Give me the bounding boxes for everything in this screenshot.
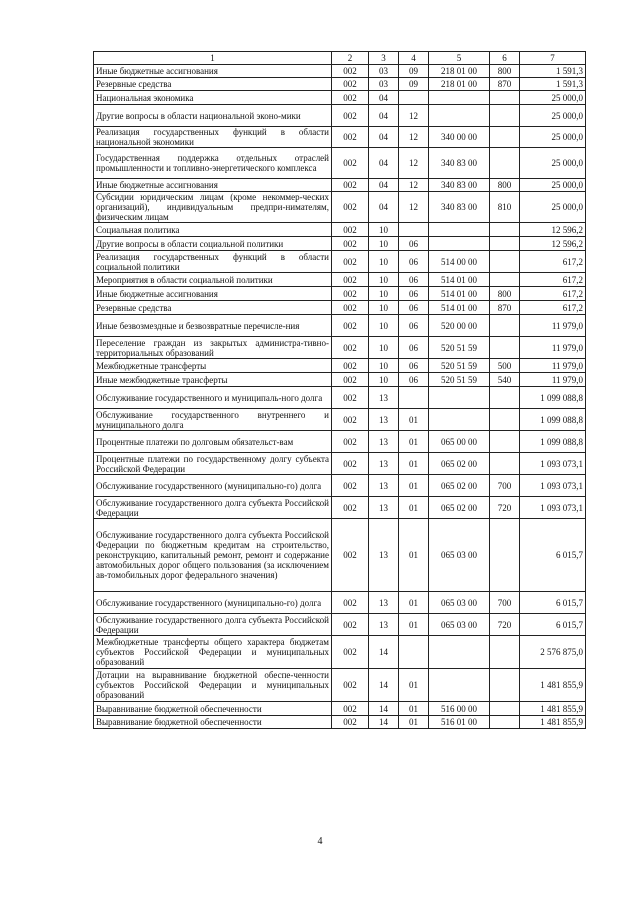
cell-admin-code: 002 bbox=[332, 148, 369, 179]
cell-amount: 25 000,0 bbox=[520, 192, 586, 223]
cell-admin-code: 002 bbox=[332, 315, 369, 337]
cell-amount: 617,2 bbox=[520, 301, 586, 315]
cell-target-article: 340 83 00 bbox=[429, 148, 490, 179]
cell-amount: 617,2 bbox=[520, 251, 586, 273]
cell-amount: 1 093 073,1 bbox=[520, 475, 586, 497]
cell-name: Государственная поддержка отдельных отраслей промышленности и топливно-энергетического комплекса bbox=[94, 148, 332, 179]
cell-subsection: 01 bbox=[399, 702, 429, 716]
cell-amount: 11 979,0 bbox=[520, 315, 586, 337]
cell-expense-type bbox=[490, 636, 520, 669]
cell-amount: 617,2 bbox=[520, 273, 586, 287]
cell-expense-type bbox=[490, 519, 520, 592]
table-row bbox=[94, 287, 586, 301]
cell-expense-type bbox=[490, 337, 520, 359]
cell-section: 13 bbox=[369, 614, 399, 636]
table-header-row bbox=[94, 52, 586, 65]
cell-expense-type: 800 bbox=[490, 287, 520, 301]
cell-section: 10 bbox=[369, 273, 399, 287]
cell-subsection: 01 bbox=[399, 475, 429, 497]
cell-target-article bbox=[429, 636, 490, 669]
header-col-2: 2 bbox=[332, 52, 369, 65]
cell-target-article: 514 00 00 bbox=[429, 251, 490, 273]
table-row bbox=[94, 192, 586, 223]
cell-expense-type bbox=[490, 148, 520, 179]
cell-name: Резервные средства bbox=[94, 78, 332, 91]
cell-name: Обслуживание государственного долга субъекта Российской Федерации bbox=[94, 497, 332, 519]
cell-section: 10 bbox=[369, 251, 399, 273]
cell-target-article: 065 02 00 bbox=[429, 497, 490, 519]
cell-subsection: 12 bbox=[399, 127, 429, 148]
cell-section: 10 bbox=[369, 359, 399, 373]
cell-expense-type bbox=[490, 223, 520, 237]
cell-expense-type bbox=[490, 431, 520, 453]
cell-name: Реализация государственных функций в области социальной политики bbox=[94, 251, 332, 273]
cell-section: 13 bbox=[369, 475, 399, 497]
cell-subsection bbox=[399, 91, 429, 105]
table-row bbox=[94, 315, 586, 337]
cell-admin-code: 002 bbox=[332, 592, 369, 614]
table-row bbox=[94, 359, 586, 373]
table-row bbox=[94, 475, 586, 497]
cell-amount: 1 099 088,8 bbox=[520, 387, 586, 409]
cell-amount: 1 481 855,9 bbox=[520, 669, 586, 702]
table-row bbox=[94, 105, 586, 127]
cell-expense-type bbox=[490, 702, 520, 716]
cell-expense-type: 700 bbox=[490, 592, 520, 614]
table-row bbox=[94, 148, 586, 179]
cell-amount: 1 591,3 bbox=[520, 65, 586, 78]
cell-section: 04 bbox=[369, 91, 399, 105]
cell-name: Обслуживание государственного внутреннего и муниципального долга bbox=[94, 409, 332, 431]
table-row bbox=[94, 273, 586, 287]
cell-admin-code: 002 bbox=[332, 669, 369, 702]
cell-section: 14 bbox=[369, 636, 399, 669]
cell-name: Иные межбюджетные трансферты bbox=[94, 373, 332, 387]
cell-section: 04 bbox=[369, 148, 399, 179]
table-body bbox=[94, 65, 586, 729]
table-row bbox=[94, 373, 586, 387]
cell-target-article: 218 01 00 bbox=[429, 78, 490, 91]
cell-subsection: 09 bbox=[399, 78, 429, 91]
cell-subsection: 01 bbox=[399, 669, 429, 702]
cell-target-article: 065 03 00 bbox=[429, 614, 490, 636]
cell-amount: 6 015,7 bbox=[520, 592, 586, 614]
cell-admin-code: 002 bbox=[332, 251, 369, 273]
cell-section: 13 bbox=[369, 387, 399, 409]
table-row bbox=[94, 127, 586, 148]
cell-subsection: 01 bbox=[399, 409, 429, 431]
cell-name: Резервные средства bbox=[94, 301, 332, 315]
cell-admin-code: 002 bbox=[332, 716, 369, 729]
cell-target-article: 516 01 00 bbox=[429, 716, 490, 729]
cell-amount: 1 093 073,1 bbox=[520, 497, 586, 519]
cell-admin-code: 002 bbox=[332, 273, 369, 287]
cell-subsection: 12 bbox=[399, 192, 429, 223]
cell-admin-code: 002 bbox=[332, 91, 369, 105]
page-number: 4 bbox=[317, 836, 323, 847]
cell-name: Иные бюджетные ассигнования bbox=[94, 65, 332, 78]
cell-target-article bbox=[429, 91, 490, 105]
table-row bbox=[94, 431, 586, 453]
cell-subsection: 01 bbox=[399, 519, 429, 592]
cell-admin-code: 002 bbox=[332, 192, 369, 223]
table-row bbox=[94, 453, 586, 475]
cell-subsection: 06 bbox=[399, 359, 429, 373]
cell-expense-type: 800 bbox=[490, 179, 520, 192]
cell-section: 13 bbox=[369, 431, 399, 453]
table-row bbox=[94, 179, 586, 192]
cell-section: 13 bbox=[369, 453, 399, 475]
cell-name: Другие вопросы в области социальной политики bbox=[94, 237, 332, 251]
cell-expense-type bbox=[490, 409, 520, 431]
cell-amount: 1 481 855,9 bbox=[520, 702, 586, 716]
cell-admin-code: 002 bbox=[332, 179, 369, 192]
cell-expense-type: 700 bbox=[490, 475, 520, 497]
cell-name: Переселение граждан из закрытых администра-тивно-территориальных образований bbox=[94, 337, 332, 359]
cell-amount: 6 015,7 bbox=[520, 614, 586, 636]
cell-section: 13 bbox=[369, 592, 399, 614]
header-col-5: 5 bbox=[429, 52, 490, 65]
cell-subsection: 01 bbox=[399, 614, 429, 636]
cell-section: 10 bbox=[369, 315, 399, 337]
table-row bbox=[94, 337, 586, 359]
cell-subsection: 06 bbox=[399, 237, 429, 251]
cell-name: Социальная политика bbox=[94, 223, 332, 237]
cell-name: Выравнивание бюджетной обеспеченности bbox=[94, 702, 332, 716]
cell-section: 03 bbox=[369, 78, 399, 91]
cell-amount: 1 481 855,9 bbox=[520, 716, 586, 729]
cell-expense-type: 800 bbox=[490, 65, 520, 78]
cell-amount: 1 093 073,1 bbox=[520, 453, 586, 475]
cell-name: Иные бюджетные ассигнования bbox=[94, 287, 332, 301]
cell-target-article: 516 00 00 bbox=[429, 702, 490, 716]
cell-admin-code: 002 bbox=[332, 373, 369, 387]
cell-subsection: 09 bbox=[399, 65, 429, 78]
cell-subsection: 06 bbox=[399, 337, 429, 359]
cell-expense-type: 720 bbox=[490, 614, 520, 636]
cell-target-article bbox=[429, 409, 490, 431]
cell-amount: 11 979,0 bbox=[520, 337, 586, 359]
cell-admin-code: 002 bbox=[332, 497, 369, 519]
table-row bbox=[94, 251, 586, 273]
cell-expense-type bbox=[490, 315, 520, 337]
cell-name: Процентные платежи по долговым обязательст-вам bbox=[94, 431, 332, 453]
table-row bbox=[94, 65, 586, 78]
header-col-1: 1 bbox=[94, 52, 332, 65]
cell-amount: 25 000,0 bbox=[520, 127, 586, 148]
cell-name: Другие вопросы в области национальной эконо-мики bbox=[94, 105, 332, 127]
cell-section: 10 bbox=[369, 373, 399, 387]
cell-name: Дотации на выравнивание бюджетной обеспе-ченности субъектов Российской Федерации и муниципальных образований bbox=[94, 669, 332, 702]
cell-section: 13 bbox=[369, 497, 399, 519]
cell-expense-type bbox=[490, 237, 520, 251]
cell-subsection: 01 bbox=[399, 592, 429, 614]
table-row bbox=[94, 614, 586, 636]
cell-target-article: 065 03 00 bbox=[429, 519, 490, 592]
cell-subsection: 01 bbox=[399, 497, 429, 519]
cell-admin-code: 002 bbox=[332, 636, 369, 669]
cell-name: Национальная экономика bbox=[94, 91, 332, 105]
cell-target-article bbox=[429, 669, 490, 702]
cell-admin-code: 002 bbox=[332, 387, 369, 409]
cell-name: Обслуживание государственного (муниципально-го) долга bbox=[94, 592, 332, 614]
table-row bbox=[94, 592, 586, 614]
cell-amount: 12 596,2 bbox=[520, 223, 586, 237]
cell-admin-code: 002 bbox=[332, 237, 369, 251]
table-row bbox=[94, 91, 586, 105]
cell-section: 10 bbox=[369, 237, 399, 251]
cell-target-article: 065 03 00 bbox=[429, 592, 490, 614]
cell-admin-code: 002 bbox=[332, 614, 369, 636]
cell-section: 04 bbox=[369, 127, 399, 148]
cell-target-article bbox=[429, 105, 490, 127]
cell-subsection: 06 bbox=[399, 315, 429, 337]
cell-section: 14 bbox=[369, 702, 399, 716]
cell-amount: 25 000,0 bbox=[520, 105, 586, 127]
table-row bbox=[94, 237, 586, 251]
cell-subsection: 12 bbox=[399, 105, 429, 127]
cell-admin-code: 002 bbox=[332, 105, 369, 127]
cell-amount: 1 099 088,8 bbox=[520, 409, 586, 431]
cell-amount: 1 099 088,8 bbox=[520, 431, 586, 453]
cell-subsection: 01 bbox=[399, 716, 429, 729]
cell-subsection: 06 bbox=[399, 251, 429, 273]
cell-admin-code: 002 bbox=[332, 337, 369, 359]
cell-subsection bbox=[399, 387, 429, 409]
table-row bbox=[94, 716, 586, 729]
cell-admin-code: 002 bbox=[332, 453, 369, 475]
cell-amount: 11 979,0 bbox=[520, 373, 586, 387]
cell-target-article bbox=[429, 223, 490, 237]
cell-admin-code: 002 bbox=[332, 78, 369, 91]
cell-target-article: 520 00 00 bbox=[429, 315, 490, 337]
cell-admin-code: 002 bbox=[332, 223, 369, 237]
cell-target-article: 520 51 59 bbox=[429, 373, 490, 387]
cell-name: Межбюджетные трансферты bbox=[94, 359, 332, 373]
cell-admin-code: 002 bbox=[332, 702, 369, 716]
cell-section: 10 bbox=[369, 287, 399, 301]
cell-amount: 1 591,3 bbox=[520, 78, 586, 91]
cell-name: Мероприятия в области социальной политики bbox=[94, 273, 332, 287]
cell-subsection: 06 bbox=[399, 301, 429, 315]
cell-subsection bbox=[399, 636, 429, 669]
cell-name: Иные бюджетные ассигнования bbox=[94, 179, 332, 192]
cell-amount: 12 596,2 bbox=[520, 237, 586, 251]
cell-section: 04 bbox=[369, 192, 399, 223]
cell-amount: 25 000,0 bbox=[520, 91, 586, 105]
cell-section: 10 bbox=[369, 301, 399, 315]
cell-admin-code: 002 bbox=[332, 475, 369, 497]
cell-expense-type bbox=[490, 273, 520, 287]
cell-name: Выравнивание бюджетной обеспеченности bbox=[94, 716, 332, 729]
header-col-3: 3 bbox=[369, 52, 399, 65]
cell-amount: 2 576 875,0 bbox=[520, 636, 586, 669]
cell-amount: 25 000,0 bbox=[520, 179, 586, 192]
header-col-7: 7 bbox=[520, 52, 586, 65]
cell-amount: 11 979,0 bbox=[520, 359, 586, 373]
cell-section: 14 bbox=[369, 716, 399, 729]
table-row bbox=[94, 301, 586, 315]
cell-subsection: 06 bbox=[399, 287, 429, 301]
cell-section: 14 bbox=[369, 669, 399, 702]
cell-subsection: 01 bbox=[399, 431, 429, 453]
cell-subsection: 06 bbox=[399, 373, 429, 387]
cell-expense-type bbox=[490, 127, 520, 148]
cell-target-article: 514 01 00 bbox=[429, 287, 490, 301]
table-row bbox=[94, 78, 586, 91]
cell-subsection: 12 bbox=[399, 148, 429, 179]
cell-amount: 617,2 bbox=[520, 287, 586, 301]
cell-section: 10 bbox=[369, 223, 399, 237]
cell-expense-type: 810 bbox=[490, 192, 520, 223]
cell-target-article bbox=[429, 237, 490, 251]
cell-target-article: 065 02 00 bbox=[429, 475, 490, 497]
cell-expense-type: 540 bbox=[490, 373, 520, 387]
cell-target-article: 514 01 00 bbox=[429, 273, 490, 287]
cell-expense-type: 870 bbox=[490, 301, 520, 315]
cell-amount: 6 015,7 bbox=[520, 519, 586, 592]
cell-section: 10 bbox=[369, 337, 399, 359]
cell-target-article: 340 83 00 bbox=[429, 179, 490, 192]
cell-section: 03 bbox=[369, 65, 399, 78]
cell-amount: 25 000,0 bbox=[520, 148, 586, 179]
cell-target-article: 340 83 00 bbox=[429, 192, 490, 223]
budget-table bbox=[93, 51, 586, 729]
cell-target-article: 065 02 00 bbox=[429, 453, 490, 475]
cell-section: 04 bbox=[369, 179, 399, 192]
cell-target-article: 520 51 59 bbox=[429, 359, 490, 373]
cell-target-article: 065 00 00 bbox=[429, 431, 490, 453]
cell-expense-type bbox=[490, 251, 520, 273]
cell-admin-code: 002 bbox=[332, 127, 369, 148]
header-col-6: 6 bbox=[490, 52, 520, 65]
cell-target-article: 514 01 00 bbox=[429, 301, 490, 315]
cell-admin-code: 002 bbox=[332, 431, 369, 453]
cell-expense-type: 720 bbox=[490, 497, 520, 519]
cell-name: Иные безвозмездные и безвозвратные перечисле-ния bbox=[94, 315, 332, 337]
cell-expense-type: 870 bbox=[490, 78, 520, 91]
cell-section: 13 bbox=[369, 409, 399, 431]
table-row bbox=[94, 409, 586, 431]
cell-name: Процентные платежи по государственному долгу субъекта Российской Федерации bbox=[94, 453, 332, 475]
cell-expense-type bbox=[490, 105, 520, 127]
cell-expense-type bbox=[490, 716, 520, 729]
cell-admin-code: 002 bbox=[332, 519, 369, 592]
table-row bbox=[94, 497, 586, 519]
cell-expense-type bbox=[490, 91, 520, 105]
table-row bbox=[94, 669, 586, 702]
table-row bbox=[94, 223, 586, 237]
table-row bbox=[94, 519, 586, 592]
cell-expense-type bbox=[490, 453, 520, 475]
table-row bbox=[94, 702, 586, 716]
cell-target-article: 520 51 59 bbox=[429, 337, 490, 359]
cell-name: Обслуживание государственного (муниципально-го) долга bbox=[94, 475, 332, 497]
header-col-4: 4 bbox=[399, 52, 429, 65]
cell-expense-type bbox=[490, 669, 520, 702]
cell-section: 04 bbox=[369, 105, 399, 127]
cell-admin-code: 002 bbox=[332, 65, 369, 78]
table-row bbox=[94, 387, 586, 409]
cell-name: Обслуживание государственного и муниципаль-ного долга bbox=[94, 387, 332, 409]
cell-target-article: 340 00 00 bbox=[429, 127, 490, 148]
cell-name: Межбюджетные трансферты общего характера бюджетам субъектов Российской Федерации и муниципальных образований bbox=[94, 636, 332, 669]
cell-subsection: 12 bbox=[399, 179, 429, 192]
cell-section: 13 bbox=[369, 519, 399, 592]
cell-subsection bbox=[399, 223, 429, 237]
table-row bbox=[94, 636, 586, 669]
cell-admin-code: 002 bbox=[332, 301, 369, 315]
cell-target-article bbox=[429, 387, 490, 409]
cell-admin-code: 002 bbox=[332, 409, 369, 431]
cell-subsection: 06 bbox=[399, 273, 429, 287]
cell-target-article: 218 01 00 bbox=[429, 65, 490, 78]
cell-admin-code: 002 bbox=[332, 287, 369, 301]
cell-name: Обслуживание государственного долга субъекта Российской Федерации bbox=[94, 614, 332, 636]
cell-expense-type: 500 bbox=[490, 359, 520, 373]
cell-name: Реализация государственных функций в области национальной экономики bbox=[94, 127, 332, 148]
cell-name: Обслуживание государственного долга субъекта Российской Федерации по бюджетным кредитам на строительство, реконструкцию, капитальный ремонт, ремонт и содержание автомобильных дорог общего пользования (за исключением ав-томобильных дорог федерального значения) bbox=[94, 519, 332, 592]
cell-admin-code: 002 bbox=[332, 359, 369, 373]
cell-expense-type bbox=[490, 387, 520, 409]
cell-subsection: 01 bbox=[399, 453, 429, 475]
cell-name: Субсидии юридическим лицам (кроме некоммер-ческих организаций), индивидуальным предпри-нимателям, физическим лицам bbox=[94, 192, 332, 223]
